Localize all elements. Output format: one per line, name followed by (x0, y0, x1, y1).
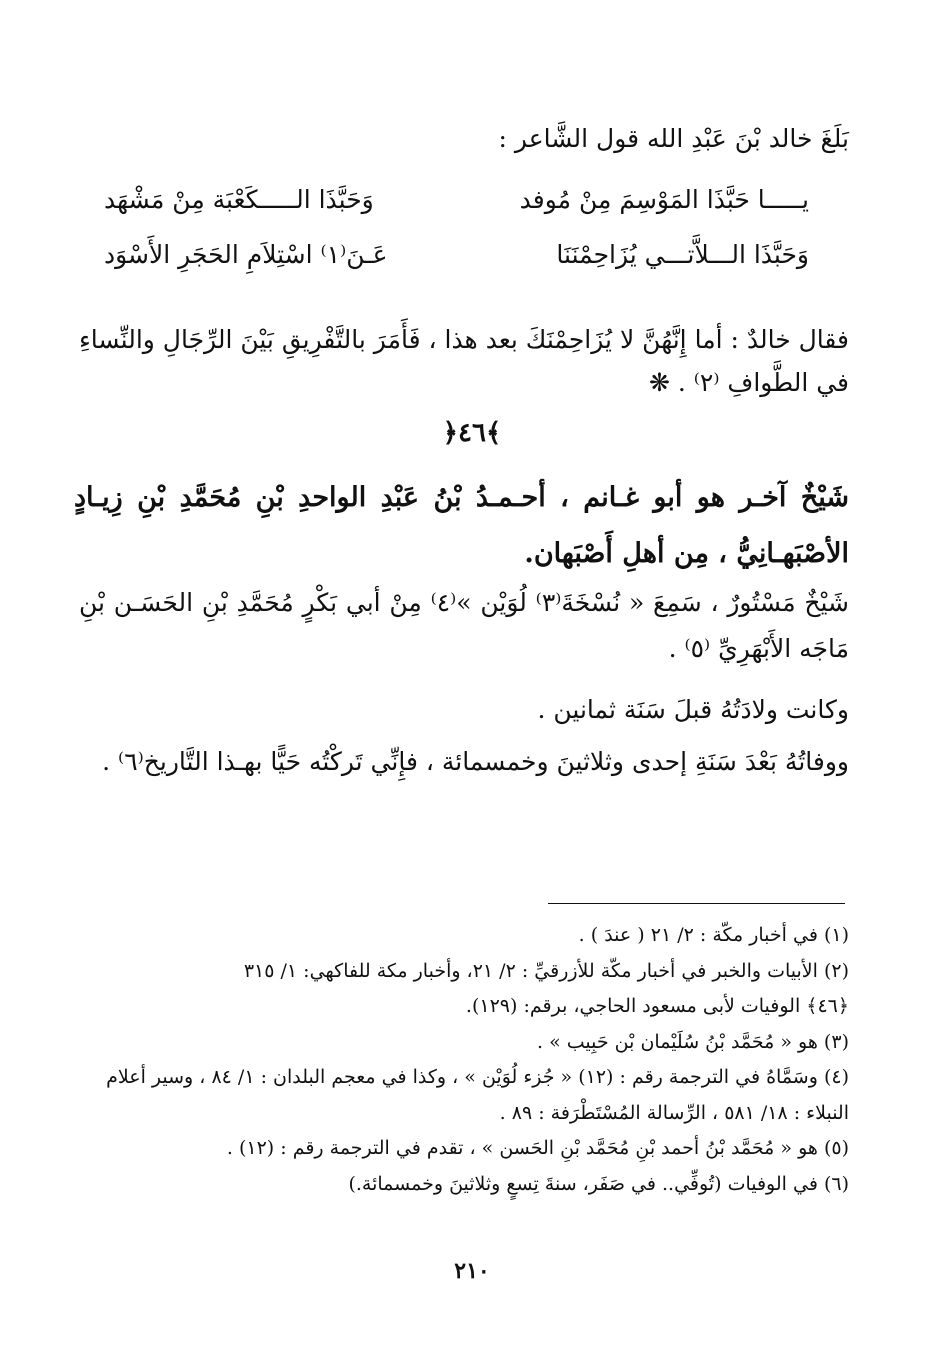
birth-line: وكانت ولادَتُهُ قبلَ سَنَة ثمانين . (537, 695, 849, 724)
footnote-1: (١) في أخبار مكّة : ٢/ ٢١ ( عندَ ) . (578, 924, 849, 946)
verse-line-2 (104, 238, 809, 272)
verse-2-second-hemistich: عَـنَ⁽١⁾ اسْتِلاَمِ الحَجَرِ الأَسْوَد (104, 240, 388, 269)
footnote-2-addendum: ﴿٤٦﴾ الوفيات لأبى مسعود الحاجي، برقم: (١٢٩). (465, 995, 849, 1017)
intro-line: بَلَغَ خالد بْنَ عَبْدِ الله قول الشَّاعر : (498, 124, 849, 153)
verse-1-second-hemistich: وَحَبَّذَا الـــــكَعْبَة مِنْ مَشْهَد (104, 185, 374, 214)
death-line: ووفاتُهُ بَعْدَ سَنَةِ إحدى وثلاثينَ وخمسمائة ، فإِنِّي تَركْتُه حَيًّا بهـذا التَّاريخ⁽٦⁾ . (102, 747, 849, 776)
footnotes (74, 918, 849, 1202)
khalid-paragraph: فقال خالدٌ : أما إِنَّهُنَّ لا يُزَاحِمْنَكَ بعد هذا ، فَأَمَرَ بالتَّفْرِيقِ بَيْنَ الرِّجَالِ والنِّساءِ في الطَّوافِ ⁽٢⁾ . ❋ (79, 325, 849, 397)
verse-2-first-hemistich: وَحَبَّذَا الـــلاَّتـــي يُزَاحِمْنَنَا (556, 240, 809, 269)
entry-title: شَيْخٌ آخـر هو أبو غـانم ، أحـمـدُ بْنُ عَبْدِ الواحدِ بْنِ مُحَمَّدِ بْنِ زِيـادٍ الأصْبَهـانِيُّ ، مِن أهلِ أَصْبَهان. (74, 482, 849, 569)
verse-1-first-hemistich: يـــــا حَبَّذَا المَوْسِمَ مِنْ مُوفد (519, 185, 809, 214)
footnote-4: (٤) وسَمَّاهُ في الترجمة رقم : (١٢) « جُزء لُوَيْن » ، وكذا في معجم البلدان : ١/ ٨٤ ، وسير أعلام النبلاء : ١٨/ ٥٨١ ، الرِّسالة المُسْتَطْرَفة : ٨٩ . (106, 1066, 849, 1124)
footnote-6: (٦) في الوفيات (تُوفِّي.. في صَفَر، سنةَ تِسعٍ وثلاثينَ وخمسمائة.) (348, 1172, 849, 1195)
footnote-divider (548, 903, 845, 904)
page-number: ٢١٠ (454, 1258, 490, 1284)
footnote-5: (٥) هو « مُحَمَّد بْنُ أحمد بْنِ مُحَمَّد بْنِ الحَسن » ، تقدم في الترجمة رقم : (١٢) . (226, 1137, 849, 1159)
footnote-2: (٢) الأبيات والخبر في أخبار مكّة للأزرقيِّ : ٢/ ٢١، وأخبار مكة للفاكهي: ١/ ٣١٥ (243, 959, 849, 982)
verse-line-1 (104, 183, 809, 217)
entry-number: ﴿٤٦﴾ (442, 418, 502, 448)
shaykh-paragraph: شَيْخٌ مَسْتُورٌ ، سَمِعَ « نُسْخَةَ⁽٣⁾ لُوَيْن »⁽٤⁾ مِنْ أبي بَكْرٍ مُحَمَّدِ بْنِ الحَسَـن بْنِ مَاجَه الأَبْهَرِيِّ ⁽٥⁾ . (79, 588, 849, 663)
footnote-3: (٣) هو « مُحَمَّد بْنُ سُلَيْمان بْن حَبِيب » . (537, 1030, 849, 1053)
